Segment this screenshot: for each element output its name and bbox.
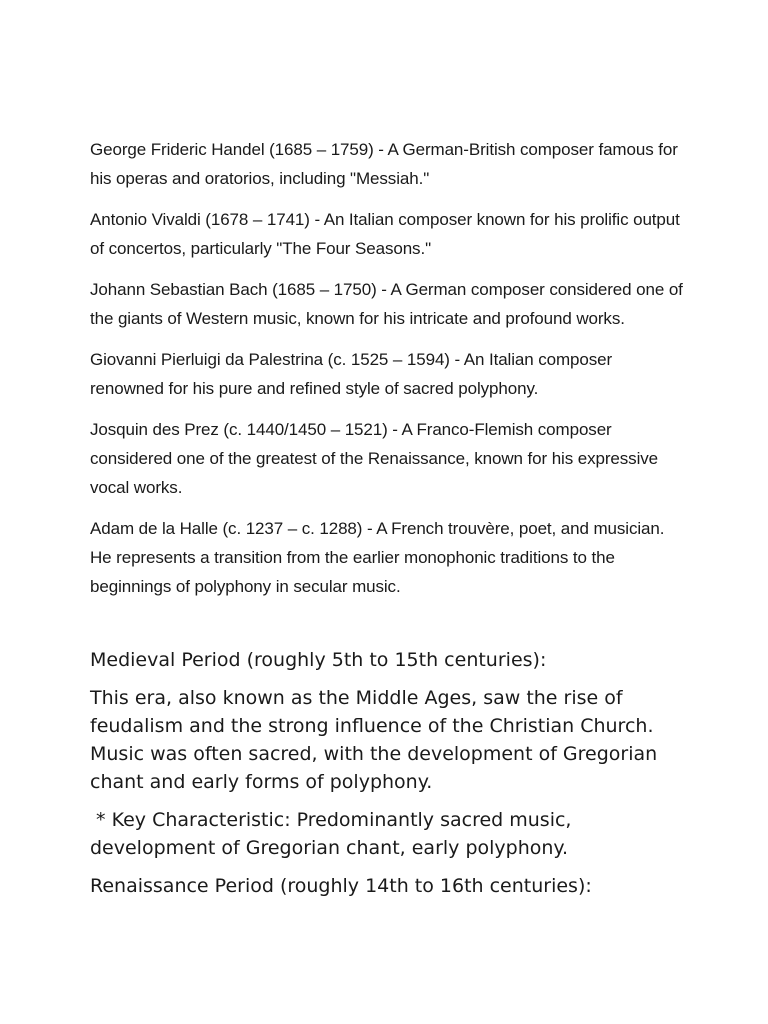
medieval-description: This era, also known as the Middle Ages, saw the rise of feudalism and the strong influence of the Christian Church. Music was often sacred, with the development of Gregorian chant and early forms of polyphony. bbox=[90, 687, 658, 793]
composer-adam-de-la-halle: Adam de la Halle (c. 1237 – c. 1288) - A French trouvère, poet, and musician. He represents a transition from the earlier monophonic traditions to the beginnings of polyphony in secular music. bbox=[90, 519, 665, 596]
composer-list bbox=[90, 135, 685, 613]
composer-josquin: Josquin des Prez (c. 1440/1450 – 1521) - A Franco-Flemish composer considered one of the greatest of the Renaissance, known for his expressive vocal works. bbox=[90, 420, 659, 497]
period-section bbox=[90, 646, 690, 910]
medieval-key-characteristic: * Key Characteristic: Predominantly sacred music, development of Gregorian chant, early polyphony. bbox=[90, 809, 578, 859]
composer-vivaldi: Antonio Vivaldi (1678 – 1741) - An Italian composer known for his prolific output of concertos, particularly "The Four Seasons." bbox=[90, 210, 680, 258]
medieval-heading: Medieval Period (roughly 5th to 15th centuries): bbox=[90, 649, 547, 671]
composer-handel: George Frideric Handel (1685 – 1759) - A German-British composer famous for his operas and oratorios, including "Messiah." bbox=[90, 140, 678, 188]
renaissance-heading: Renaissance Period (roughly 14th to 16th centuries): bbox=[90, 875, 592, 897]
composer-palestrina: Giovanni Pierluigi da Palestrina (c. 1525 – 1594) - An Italian composer renowned for his pure and refined style of sacred polyphony. bbox=[90, 350, 613, 398]
composer-bach: Johann Sebastian Bach (1685 – 1750) - A German composer considered one of the giants of Western music, known for his intricate and profound works. bbox=[90, 280, 683, 328]
